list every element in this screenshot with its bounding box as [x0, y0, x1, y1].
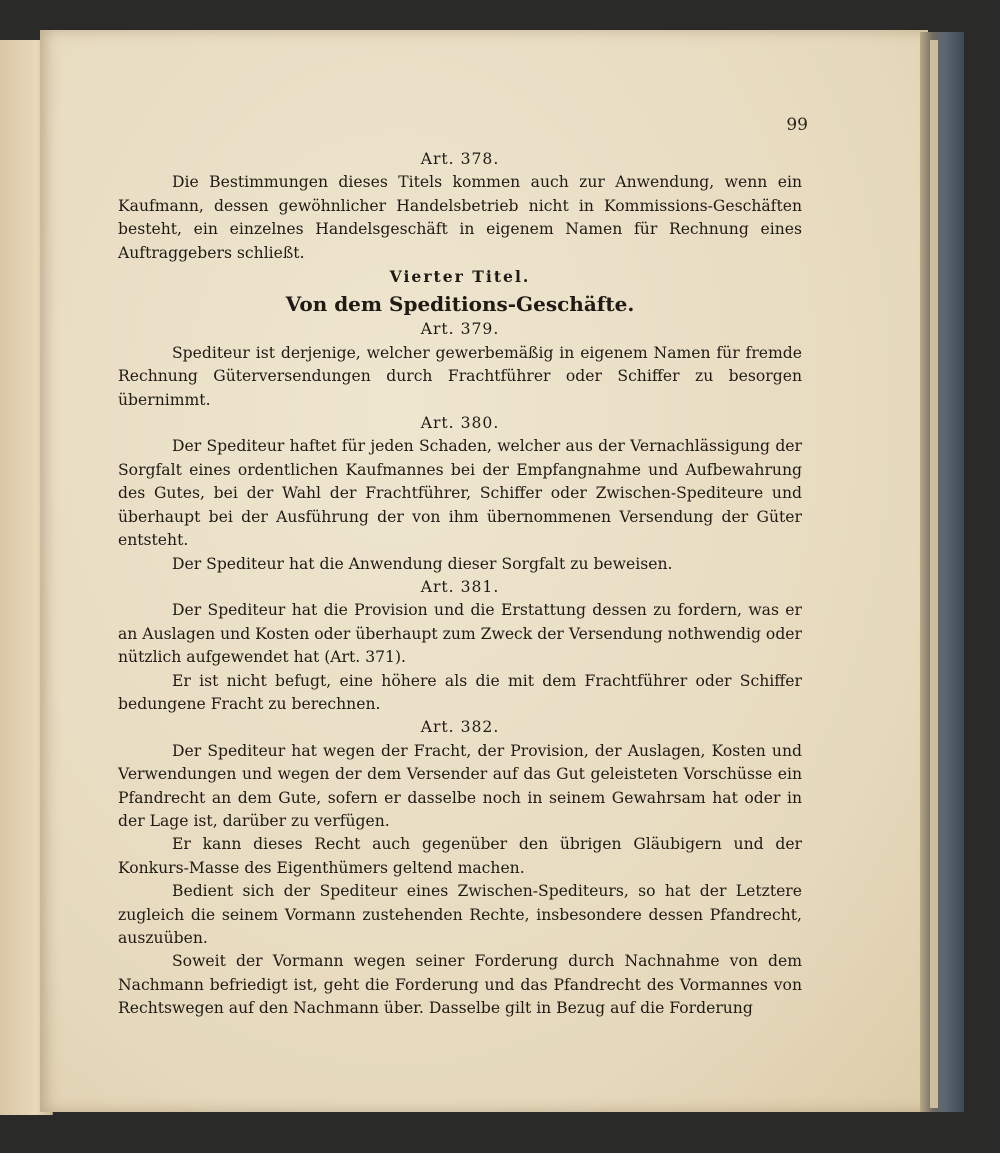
paragraph: Spediteur ist derjenige, welcher gewerbemäßig in eigenem Namen für fremde Rechnung Güterversendungen durch Frachtführer oder Schiffer zu besorgen übernimmt. [118, 343, 802, 409]
article-heading: Art. 378. [420, 150, 500, 168]
article-heading: Art. 382. [420, 718, 500, 737]
article-heading: Art. 379. [420, 320, 500, 339]
page-number: 99 [786, 115, 808, 135]
article-heading: Art. 380. [420, 414, 500, 433]
paragraph: Er kann dieses Recht auch gegenüber den übrigen Gläubigern und der Konkurs-Masse des Eigenthümers geltend machen. [118, 835, 802, 877]
book-cover-edge [920, 32, 964, 1112]
page-stack-edge [930, 40, 938, 1108]
paragraph: Er ist nicht befugt, eine höhere als die mit dem Frachtführer oder Schiffer bedungene Fracht zu berechnen. [118, 671, 802, 713]
paragraph: Die Bestimmungen dieses Titels kommen auch zur Anwendung, wenn ein Kaufmann, dessen gewöhnlicher Handelsbetrieb nicht in Kommissions-Geschäften besteht, ein einzelnes Handelsgeschäft in eigenem Namen für Rechnung eines Auftraggebers schließt. [118, 173, 802, 262]
paragraph: Bedient sich der Spediteur eines Zwischen-Spediteurs, so hat der Letztere zugleich die seinem Vormann zustehenden Rechte, insbesondere dessen Pfandrecht, auszuüben. [118, 882, 802, 947]
paragraph: Der Spediteur hat die Anwendung dieser Sorgfalt zu beweisen. [172, 554, 673, 573]
paragraph: Soweit der Vormann wegen seiner Forderung durch Nachnahme von dem Nachmann befriedigt ist, geht die Forderung und das Pfandrecht des Vormannes von Rechtswegen auf den Nachmann über. Dasselbe gilt in Bezug auf die Forderung [118, 952, 802, 1018]
article-heading: Art. 381. [420, 577, 500, 596]
paragraph: Der Spediteur haftet für jeden Schaden, welcher aus der Vernachlässigung der Sorgfalt eines ordentlichen Kaufmannes bei der Empfangnahme und Aufbewahrung des Gutes, bei der Wahl der Frachtführer, Schiffer oder Zwischen-Spediteure und überhaupt bei der Ausführung der von ihm übernommenen Versendung der Güter entsteht. [118, 437, 802, 550]
section-heading: Von dem Speditions-Geschäfte. [285, 292, 635, 317]
paragraph: Der Spediteur hat die Provision und die Erstattung dessen zu fordern, was er an Auslagen und Kosten oder überhaupt zum Zweck der Versendung nothwendig oder nützlich aufgewendet hat (Art. 371). [118, 601, 802, 667]
title-heading: Vierter Titel. [389, 267, 531, 287]
paragraph: Der Spediteur hat wegen der Fracht, der Provision, der Auslagen, Kosten und Verwendungen und wegen der dem Versender auf das Gut geleisteten Vorschüsse ein Pfandrecht an dem Gute, sofern er dasselbe noch in seinem Gewahrsam hat oder in der Lage ist, darüber zu verfügen. [118, 741, 802, 830]
page-text [118, 148, 802, 1021]
